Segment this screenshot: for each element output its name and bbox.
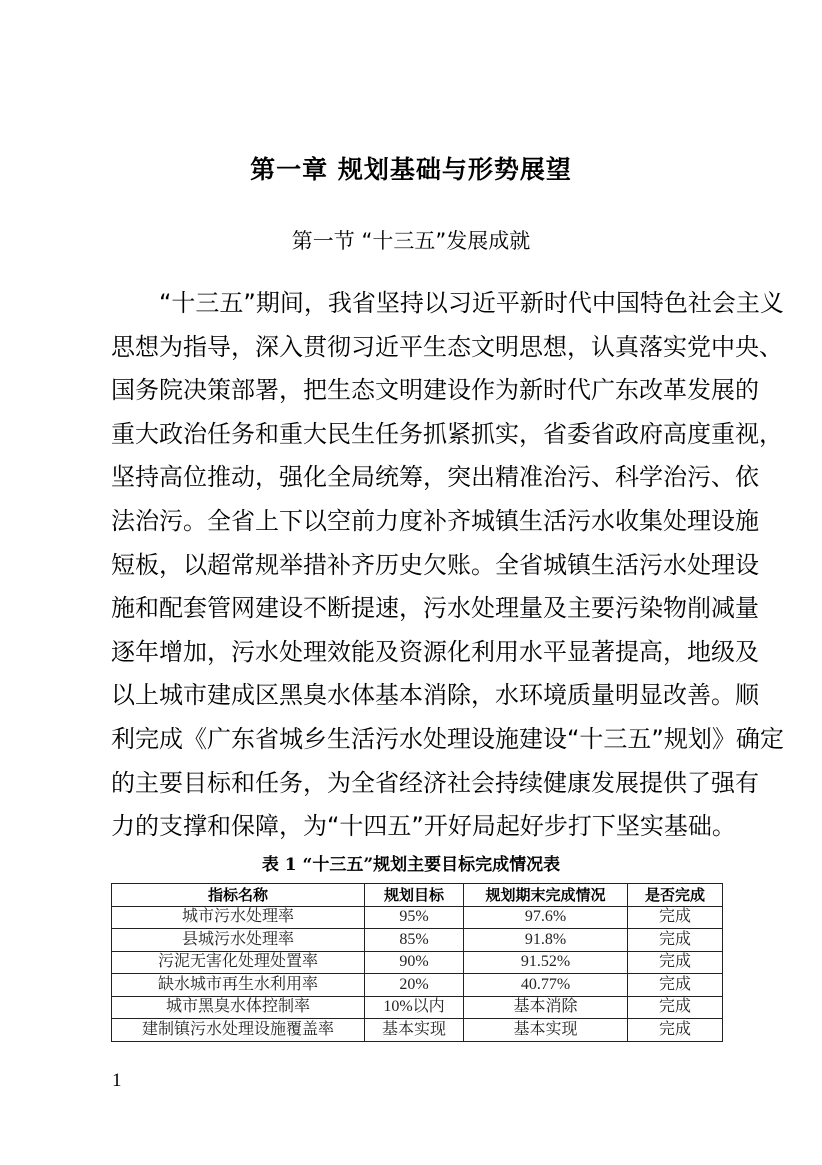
cell-target: 85% bbox=[365, 929, 464, 952]
paragraph-line: 重大政治任务和重大民生任务抓紧抓实，省委省政府高度重视， bbox=[111, 419, 783, 448]
chapter-title: 第一章 规划基础与形势展望 bbox=[250, 155, 572, 184]
table-row bbox=[112, 929, 723, 952]
paragraph-line: 施和配套管网建设不断提速，污水处理量及主要污染物削减量 bbox=[111, 594, 759, 623]
paragraph-line: 力的支撑和保障，为“十四五”开好局起好步打下坚实基础。 bbox=[111, 812, 736, 841]
cell-status: 完成 bbox=[628, 1019, 723, 1042]
cell-status: 完成 bbox=[628, 951, 723, 974]
cell-status: 完成 bbox=[628, 974, 723, 997]
paragraph-line: 逐年增加，污水处理效能及资源化利用水平显著提高，地级及 bbox=[111, 637, 759, 666]
cell-target: 20% bbox=[365, 974, 464, 997]
paragraph-line: 思想为指导，深入贯彻习近平生态文明思想，认真落实党中央、 bbox=[111, 332, 783, 361]
table-row bbox=[112, 1019, 723, 1042]
header-indicator-name: 指标名称 bbox=[112, 884, 365, 907]
header-completed: 是否完成 bbox=[628, 884, 723, 907]
header-end-of-period-result: 规划期末完成情况 bbox=[464, 884, 628, 907]
cell-status: 完成 bbox=[628, 906, 723, 929]
cell-target: 10%以内 bbox=[365, 996, 464, 1019]
paragraph-line: 短板，以超常规举措补齐历史欠账。全省城镇生活污水处理设 bbox=[111, 550, 759, 579]
paragraph-line: 坚持高位推动，强化全局统筹，突出精准治污、科学治污、依 bbox=[111, 463, 759, 492]
paragraph-line: 法治污。全省上下以空前力度补齐城镇生活污水收集处理设施 bbox=[111, 506, 759, 535]
header-planned-target: 规划目标 bbox=[365, 884, 464, 907]
cell-result: 基本实现 bbox=[464, 1019, 628, 1042]
cell-status: 完成 bbox=[628, 929, 723, 952]
page-number: 1 bbox=[112, 1070, 122, 1091]
cell-indicator: 缺水城市再生水利用率 bbox=[112, 974, 365, 997]
paragraph-line: “十三五”期间，我省坚持以习近平新时代中国特色社会主义 bbox=[159, 289, 784, 317]
cell-result: 97.6% bbox=[464, 906, 628, 929]
cell-indicator: 城市污水处理率 bbox=[112, 906, 365, 929]
paragraph-line: 国务院决策部署，把生态文明建设作为新时代广东改革发展的 bbox=[111, 376, 759, 405]
table-row bbox=[112, 996, 723, 1019]
goals-completion-table bbox=[111, 883, 723, 1042]
paragraph-line: 的主要目标和任务，为全省经济社会持续健康发展提供了强有 bbox=[111, 768, 759, 797]
table-header-row bbox=[112, 884, 723, 907]
table-row bbox=[112, 906, 723, 929]
cell-indicator: 污泥无害化处理处置率 bbox=[112, 951, 365, 974]
section-title: 第一节 “十三五”发展成就 bbox=[291, 229, 531, 253]
table-row bbox=[112, 974, 723, 997]
cell-result: 91.52% bbox=[464, 951, 628, 974]
cell-target: 基本实现 bbox=[365, 1019, 464, 1042]
cell-indicator: 城市黑臭水体控制率 bbox=[112, 996, 365, 1019]
cell-indicator: 建制镇污水处理设施覆盖率 bbox=[112, 1019, 365, 1042]
cell-result: 40.77% bbox=[464, 974, 628, 997]
table-caption: 表 1 “十三五”规划主要目标完成情况表 bbox=[261, 855, 561, 875]
table-row bbox=[112, 951, 723, 974]
cell-indicator: 县城污水处理率 bbox=[112, 929, 365, 952]
body-paragraph bbox=[111, 282, 784, 849]
cell-target: 90% bbox=[365, 951, 464, 974]
cell-status: 完成 bbox=[628, 996, 723, 1019]
paragraph-line: 利完成《广东省城乡生活污水处理设施建设“十三五”规划》确定 bbox=[111, 724, 784, 753]
cell-result: 91.8% bbox=[464, 929, 628, 952]
cell-target: 95% bbox=[365, 906, 464, 929]
paragraph-line: 以上城市建成区黑臭水体基本消除，水环境质量明显改善。顺 bbox=[111, 681, 759, 710]
cell-result: 基本消除 bbox=[464, 996, 628, 1019]
